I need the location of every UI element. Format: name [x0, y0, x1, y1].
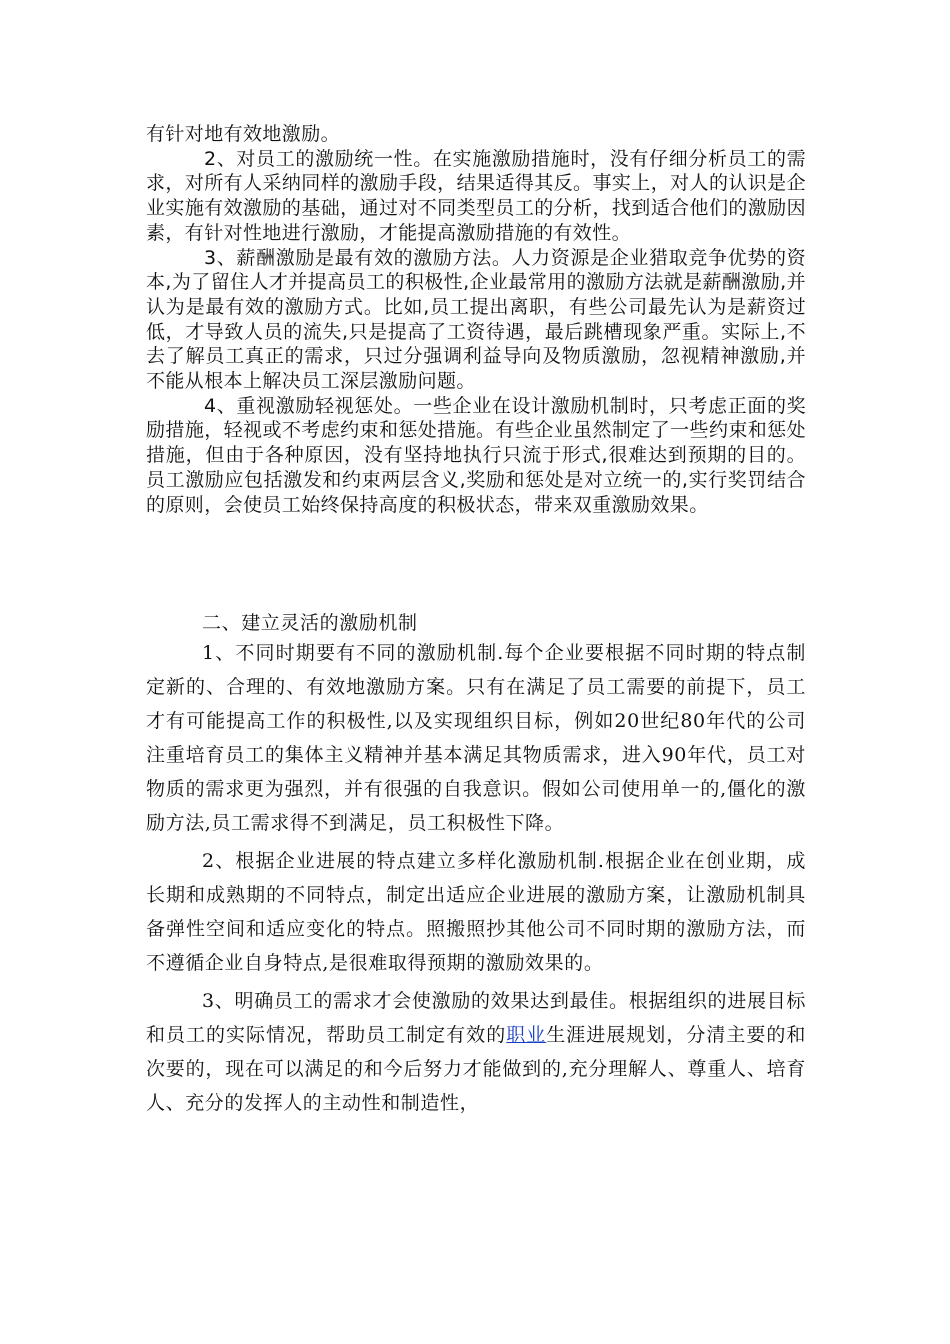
- career-link[interactable]: 职业: [506, 1024, 547, 1046]
- item-3-text-after: 生涯进展规划，分清主要的和次要的，现在可以满足的和今后努力才能做到的,充分理解人、尊重人、培育人、充分的发挥人的主动性和制造性，: [146, 1024, 806, 1114]
- paragraph-item-2: 2、根据企业进展的特点建立多样化激励机制.根据企业在创业期，成长期和成熟期的不同特点，制定出适应企业进展的激励方案，让激励机制具备弹性空间和适应变化的特点。照搬照抄其他公司不同时期的激励方法，而不遵循企业自身特点,是很难取得预期的激励效果的。: [146, 850, 806, 974]
- paragraph-reward-punishment: 4、重视激励轻视惩处。一些企业在设计激励机制时，只考虑正面的奖励措施，轻视或不考虑约束和惩处措施。有些企业虽然制定了一些约束和惩处措施，但由于各种原因，没有坚持地执行只流于形式,很难达到预期的目的。员工激励应包括激发和约束两层含义,奖励和惩处是对立统一的,实行奖罚结合的原则，会使员工始终保持高度的积极状态，带来双重激励效果。: [146, 394, 806, 516]
- section-problems: [146, 122, 806, 517]
- paragraph-lead-fragment: 有针对地有效地激励。: [146, 123, 341, 145]
- paragraph-uniform-incentive: 2、对员工的激励统一性。在实施激励措施时，没有仔细分析员工的需求，对所有人采纳同样的激励手段，结果适得其反。事实上，对人的认识是企业实施有效激励的基础，通过对不同类型员工的分析，找到适合他们的激励因素，有针对性地进行激励，才能提高激励措施的有效性。: [146, 147, 806, 244]
- paragraph-item-1: 1、不同时期要有不同的激励机制.每个企业要根据不同时期的特点制定新的、合理的、有效地激励方案。只有在满足了员工需要的前提下，员工才有可能提高工作的积极性,以及实现组织目标，例如20世纪80年代的公司注重培育员工的集体主义精神并基本满足其物质需求，进入90年代，员工对物质的需求更为强烈，并有很强的自我意识。假如公司使用单一的,僵化的激励方法,员工需求得不到满足，员工积极性下降。: [146, 642, 806, 834]
- section-flexible-mechanism: [146, 636, 806, 1120]
- item-3-text-before: 3、明确员工的需求才会使激励的效果达到最佳。根据组织的进展目标和员工的实际情况，帮助员工制定有效的: [146, 990, 806, 1046]
- paragraph-item-3: [146, 984, 806, 1120]
- section-heading: 二、建立灵活的激励机制: [202, 612, 418, 634]
- paragraph-salary-incentive: 3、薪酬激励是最有效的激励方法。人力资源是企业猎取竞争优势的资本,为了留住人才并提高员工的积极性,企业最常用的激励方法就是薪酬激励,并认为是最有效的激励方式。比如,员工提出离职，有些公司最先认为是薪资过低，才导致人员的流失,只是提高了工资待遇，最后跳槽现象严重。实际上,不去了解员工真正的需求，只过分强调利益导向及物质激励，忽视精神激励,并不能从根本上解决员工深层激励问题。: [146, 246, 806, 393]
